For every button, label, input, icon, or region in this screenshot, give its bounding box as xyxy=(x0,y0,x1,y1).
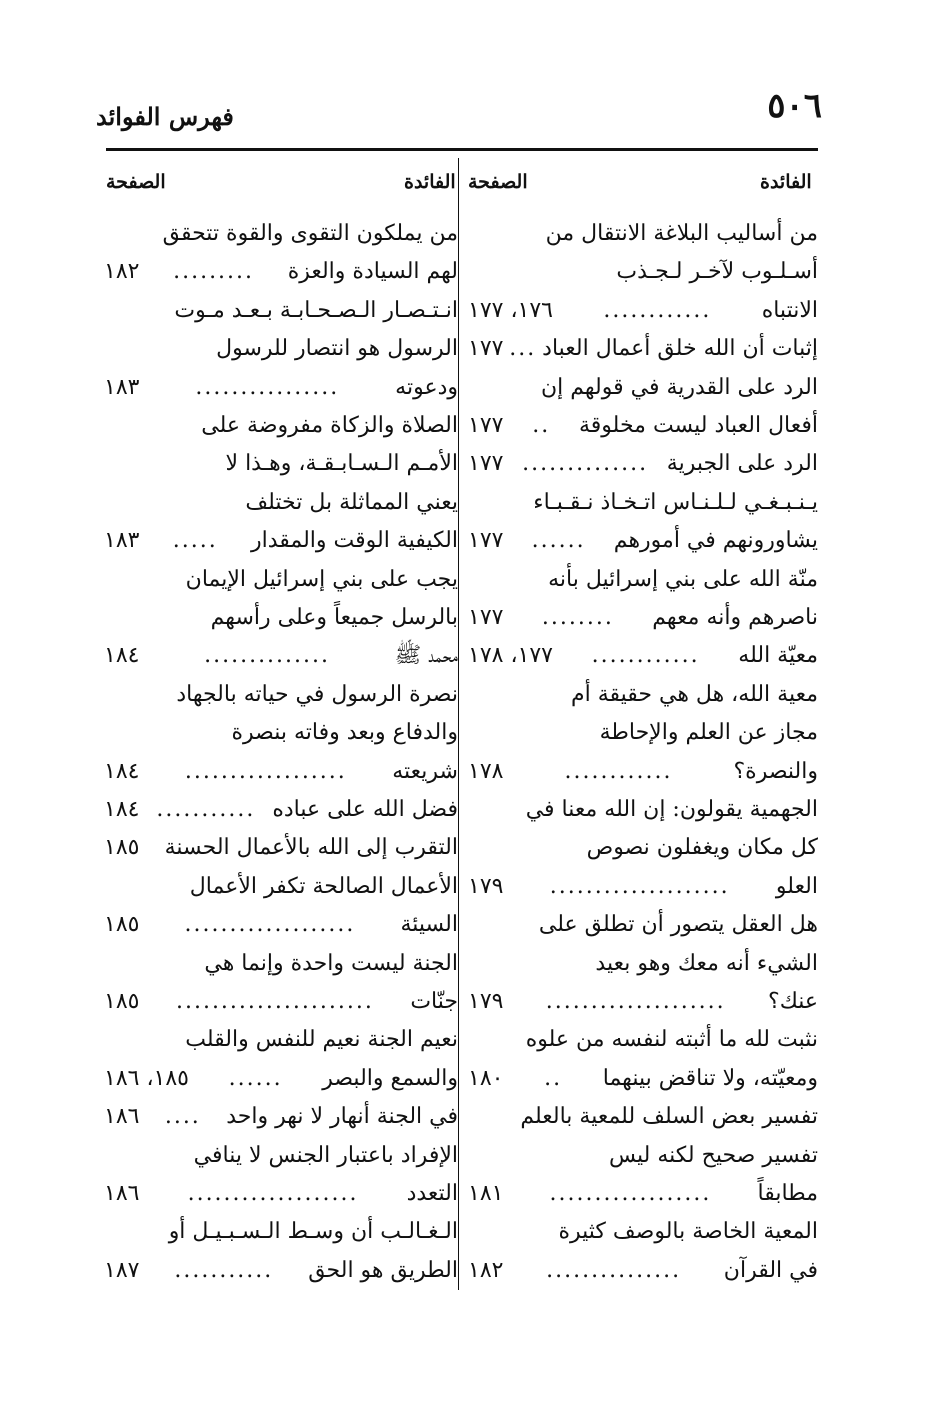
entry-text: والنصرة؟ xyxy=(733,758,818,784)
index-entry-line xyxy=(104,905,458,945)
entry-text: المعية الخاصة بالوصف كثيرة xyxy=(558,1219,818,1245)
leader-dots: ................... xyxy=(187,1181,359,1206)
index-entry-line xyxy=(104,713,458,753)
page-reference: ١٧٩ xyxy=(468,873,504,899)
entry-text: الكيفية الوقت والمقدار xyxy=(250,528,458,554)
entry-text: عنك؟ xyxy=(768,989,818,1014)
entry-text: معيّة الله xyxy=(738,643,818,669)
index-entry-line xyxy=(104,329,458,369)
index-entry-line xyxy=(468,1097,818,1137)
leader-dots: .... xyxy=(164,1104,201,1130)
index-entry-line xyxy=(104,675,458,715)
index-entry-line xyxy=(468,598,818,638)
leader-dots: .................. xyxy=(184,758,347,784)
page-reference: ١٨٧ xyxy=(104,1257,140,1283)
leader-dots: ............... xyxy=(546,1257,682,1283)
index-entry-line xyxy=(468,1174,818,1214)
index-entry-line xyxy=(104,867,458,907)
page-reference: ١٨٦ xyxy=(104,1104,140,1130)
index-entry-line xyxy=(104,291,458,331)
page-reference: ١٨٦ xyxy=(104,1181,140,1206)
entry-text: الرد على الجبرية xyxy=(666,451,818,477)
entry-text: الـغـالـب أن وسـط الـسـبـيـل أو xyxy=(168,1219,458,1245)
page-reference: ١٨٤ xyxy=(104,758,140,784)
entry-text: إثبات أن الله خلق أعمال العباد xyxy=(542,336,818,362)
page-reference: ١٧٧ xyxy=(468,605,504,630)
page-reference: ١٨٤ xyxy=(104,643,140,669)
entry-text: في القرآن xyxy=(723,1257,818,1283)
index-entry-line xyxy=(468,1020,818,1060)
index-entry-line xyxy=(104,483,458,523)
leader-dots: .................... xyxy=(549,873,730,899)
index-entry-line xyxy=(104,752,458,792)
entry-text: مطابقاً xyxy=(757,1181,818,1206)
leader-dots: ... xyxy=(509,336,537,362)
leader-dots: ........... xyxy=(174,1257,274,1283)
index-entry-line xyxy=(468,368,818,408)
entry-text: الصلاة والزكاة مفروضة على xyxy=(201,413,458,438)
entry-text: هل العقل يتصور أن تطلق على xyxy=(538,912,818,938)
entry-text: ودعوته xyxy=(395,374,458,400)
page-reference: ١٨٥ xyxy=(104,912,140,938)
index-entry-line xyxy=(468,521,818,561)
leader-dots: ............ xyxy=(591,643,700,669)
page-reference: ١٨٥ xyxy=(104,835,140,861)
entry-text: انـتـصـار الـصـحـابـة بـعـد مـوت xyxy=(174,297,458,323)
index-entry-line xyxy=(468,713,818,753)
entry-text: ناصرهم وأنه معهم xyxy=(652,605,818,630)
index-entry-line xyxy=(468,752,818,792)
entry-text: الطريق هو الحق xyxy=(308,1257,458,1283)
entry-text: من يملكون التقوى والقوة تتحقق xyxy=(162,221,458,246)
page-reference: ١٧٧ xyxy=(468,451,504,477)
index-entry-line xyxy=(104,944,458,984)
page-reference: ١٨٥، ١٨٦ xyxy=(104,1065,189,1091)
leader-dots: ................... xyxy=(184,912,356,938)
index-entry-line xyxy=(104,1212,458,1252)
leader-dots: ........... xyxy=(156,797,256,822)
entry-text: أسـلـوب لآخـر لـجـذب xyxy=(616,259,818,285)
entry-text: تفسير صحيح لكنه ليس xyxy=(608,1142,818,1168)
entry-text: معية الله، هل هي حقيقة أم xyxy=(570,681,818,707)
index-entry-line xyxy=(104,982,458,1022)
entry-text: التقرب إلى الله بالأعمال الحسنة xyxy=(164,835,458,861)
entry-text: العلو xyxy=(775,873,818,899)
index-entry-line xyxy=(104,828,458,868)
index-entry-line xyxy=(468,944,818,984)
page-reference: ١٧٧، ١٧٨ xyxy=(468,643,553,669)
leader-dots: .................... xyxy=(545,989,726,1014)
index-entry-line xyxy=(468,675,818,715)
index-entry-line xyxy=(468,982,818,1022)
column-divider xyxy=(458,158,459,1290)
entry-text: فضل الله على عباده xyxy=(272,797,458,822)
entry-text: في الجنة أنهار لا نهر واحد xyxy=(226,1104,458,1130)
index-entry-line xyxy=(468,406,818,446)
index-entry-line xyxy=(468,790,818,830)
right-column-benefit-heading: الفائدة xyxy=(760,171,812,193)
index-entry-line xyxy=(468,1212,818,1252)
page-reference: ١٨٤ xyxy=(104,797,140,822)
index-entry-line xyxy=(468,329,818,369)
index-entry-line xyxy=(104,214,458,254)
entry-text: محمد ﷺ xyxy=(394,643,458,669)
leader-dots: ..... xyxy=(172,528,218,554)
leader-dots: ...................... xyxy=(175,989,374,1014)
entry-text: يـنـبـغـي لـلـنـاس اتـخـاذ نـقـبـاء xyxy=(533,489,818,515)
entry-text: الانتباه xyxy=(761,297,818,323)
index-entry-line xyxy=(104,444,458,484)
entry-text: كل مكان ويغفلون نصوص xyxy=(586,835,818,861)
header-rule xyxy=(106,148,818,151)
page-reference: ١٨٣ xyxy=(104,374,140,400)
entry-text: الشيء أنه معك وهو بعيد xyxy=(595,950,818,976)
page-reference: ١٨٢ xyxy=(104,259,140,285)
entry-text: الجهمية يقولون: إن الله معنا في xyxy=(525,797,818,822)
entry-text: جنّات xyxy=(410,989,458,1014)
running-title: فهرس الفوائد xyxy=(96,102,234,131)
leader-dots: .................. xyxy=(549,1181,712,1206)
index-entry-line xyxy=(468,444,818,484)
entry-text: نصرة الرسول في حياته بالجهاد xyxy=(176,681,458,707)
leader-dots: .............. xyxy=(204,643,331,669)
entry-text: نعيم الجنة نعيم للنفس والقلب xyxy=(185,1027,458,1053)
page-reference: ١٨٥ xyxy=(104,989,140,1014)
index-entry-line xyxy=(468,905,818,945)
index-entry-line xyxy=(104,1251,458,1291)
leader-dots: ......... xyxy=(173,259,255,285)
entry-text: التعدد xyxy=(406,1181,458,1206)
index-entry-line xyxy=(104,598,458,638)
page-reference: ١٧٧ xyxy=(468,413,504,438)
leader-dots: ...... xyxy=(531,528,586,554)
leader-dots: .. xyxy=(544,1065,563,1091)
index-entry-line xyxy=(468,1059,818,1099)
entry-text: الرسول هو انتصار للرسول xyxy=(216,336,458,362)
index-entry-line xyxy=(104,1136,458,1176)
index-entry-line xyxy=(104,790,458,830)
entry-text: مجاز عن العلم والإحاطة xyxy=(599,720,818,746)
index-entry-line xyxy=(468,867,818,907)
page-reference: ١٧٨ xyxy=(468,758,504,784)
leader-dots: ........ xyxy=(541,605,614,630)
entry-text: الرد على القدرية في قولهم إن xyxy=(541,374,818,400)
index-entry-line xyxy=(104,636,458,676)
index-entry-line xyxy=(468,483,818,523)
entry-text: لهم السيادة والعزة xyxy=(287,259,458,285)
page-reference: ١٨٣ xyxy=(104,528,140,554)
index-entry-line xyxy=(104,521,458,561)
entry-text: يجب على بني إسرائيل الإيمان xyxy=(185,566,458,592)
left-column-page-heading: الصفحة xyxy=(106,171,166,193)
entry-text: السيئة xyxy=(400,912,458,938)
index-entry-line xyxy=(104,1020,458,1060)
entry-text: نثبت لله ما أثبته لنفسه من علوه xyxy=(525,1027,818,1053)
index-entry-line xyxy=(468,1136,818,1176)
right-column-page-heading: الصفحة xyxy=(468,171,528,193)
page-reference: ١٧٦، ١٧٧ xyxy=(468,297,553,323)
page-reference: ١٨٠ xyxy=(468,1065,504,1091)
index-entry-line xyxy=(468,560,818,600)
index-entry-line xyxy=(104,1059,458,1099)
leader-dots: .............. xyxy=(522,451,649,477)
index-entry-line xyxy=(468,1251,818,1291)
index-entry-line xyxy=(104,368,458,408)
index-entry-line xyxy=(468,636,818,676)
index-entry-line xyxy=(468,828,818,868)
page-reference: ١٧٧ xyxy=(468,528,504,554)
entry-text: أفعال العباد ليست مخلوقة xyxy=(579,413,818,438)
left-column-benefit-heading: الفائدة xyxy=(404,171,456,193)
index-entry-line xyxy=(468,291,818,331)
entry-text: تفسير بعض السلف للمعية بالعلم xyxy=(520,1104,818,1130)
entry-text: الجنة ليست واحدة وإنما هي xyxy=(204,950,458,976)
entry-text: الأمـم الـسـابـقـة، وهـذا لا xyxy=(225,451,458,477)
entry-text: يعني المماثلة بل تختلف xyxy=(245,489,458,515)
index-entry-line xyxy=(104,560,458,600)
index-entry-line xyxy=(104,1174,458,1214)
entry-text: من أساليب البلاغة الانتقال من xyxy=(545,221,818,246)
entry-text: الإفراد باعتبار الجنس لا ينافي xyxy=(193,1142,458,1168)
leader-dots: ...... xyxy=(228,1065,283,1091)
page-number: ٥٠٦ xyxy=(767,86,822,126)
entry-text: والدفاع وبعد وفاته بنصرة xyxy=(231,720,458,746)
entry-text: شريعته xyxy=(392,758,458,784)
entry-text: يشاورونهم في أمورهم xyxy=(613,528,818,554)
index-entry-line xyxy=(468,252,818,292)
entry-text: منّة الله على بني إسرائيل بأنه xyxy=(548,566,818,592)
leader-dots: ................ xyxy=(195,374,340,400)
index-entry-line xyxy=(468,214,818,254)
entry-text: ومعيّته، ولا تناقض بينهما xyxy=(602,1065,818,1091)
page-reference: ١٧٩ xyxy=(468,989,504,1014)
entry-text: بالرسل جميعاً وعلى رأسهم xyxy=(210,605,458,630)
page-reference: ١٨٢ xyxy=(468,1257,504,1283)
page-reference: ١٨١ xyxy=(468,1181,504,1206)
leader-dots: .. xyxy=(532,413,551,438)
index-entry-line xyxy=(104,406,458,446)
index-entry-line xyxy=(104,252,458,292)
page-reference: ١٧٧ xyxy=(468,336,504,362)
entry-text: الأعمال الصالحة تكفر الأعمال xyxy=(189,873,458,899)
leader-dots: ............ xyxy=(564,758,673,784)
leader-dots: ............ xyxy=(603,297,712,323)
index-entry-line xyxy=(104,1097,458,1137)
entry-text: والسمع والبصر xyxy=(322,1065,458,1091)
